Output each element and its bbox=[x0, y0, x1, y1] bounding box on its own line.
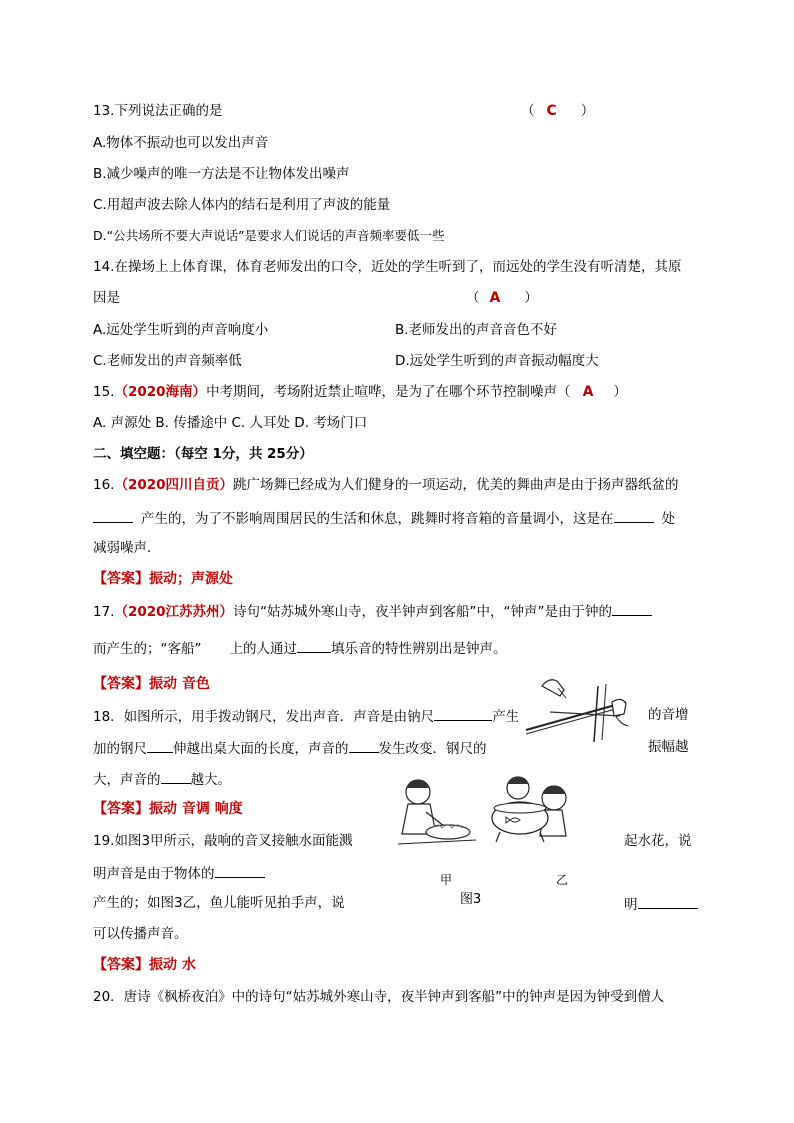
q14-answer-paren bbox=[466, 289, 538, 307]
q13-answer: C bbox=[546, 103, 557, 119]
q19-line4: 可以传播声音。 bbox=[93, 926, 188, 942]
tuning-fork-fish-figure bbox=[392, 766, 578, 862]
section-title: 二、填空题：（每空 1分，共 25分） bbox=[93, 446, 313, 462]
q18-line1-end: 的音增 bbox=[648, 707, 689, 723]
paren-open: （ bbox=[521, 103, 535, 119]
q17-num: 17. bbox=[93, 604, 115, 620]
q13-option-a: A.物体不振动也可以发出声音 bbox=[93, 135, 269, 151]
q17-source: （2020江苏苏州） bbox=[114, 604, 234, 620]
q14-option-a: A.远处学生听到的声音响度小 bbox=[93, 322, 269, 338]
q17-text: 诗句“姑苏城外寒山寺，夜半钟声到客船”中，“钟声”是由于钟的 bbox=[233, 604, 613, 620]
q17-answer: 【答案】振动 音色 bbox=[93, 676, 210, 692]
blank bbox=[93, 508, 133, 523]
paren-open: （ bbox=[466, 290, 480, 306]
q14-option-b: B.老师发出的声音音色不好 bbox=[395, 322, 558, 338]
q19-line3-b: 明 bbox=[624, 897, 638, 913]
q18-line3 bbox=[93, 769, 231, 789]
q18-line2 bbox=[93, 738, 487, 758]
q14-option-d: D.远处学生听到的声音振动幅度大 bbox=[395, 353, 599, 369]
q17-line2-c: 填乐音的特性辨别出是钟声。 bbox=[331, 641, 507, 657]
paren-close: ） bbox=[580, 103, 595, 119]
q15-num: 15. bbox=[93, 384, 115, 400]
q16-line2-text: 产生的，为了不影响周围居民的生活和休息，跳舞时将音箱的音量调小，这是在 bbox=[141, 511, 614, 527]
q19-line1: 19.如图3甲所示，敲响的音叉接触水面能溅 bbox=[93, 833, 353, 849]
blank bbox=[612, 601, 652, 616]
q18-line1-b: 产生 bbox=[492, 709, 520, 725]
q17-line2 bbox=[93, 638, 507, 658]
q17-line2-b: 上的人通过 bbox=[229, 641, 297, 657]
q16-line2 bbox=[93, 508, 675, 528]
q16-answer: 【答案】振动；声源处 bbox=[93, 571, 233, 587]
q19-answer: 【答案】振动 水 bbox=[93, 957, 196, 973]
q13-stem: 13.下列说法正确的是 bbox=[93, 103, 223, 119]
blank bbox=[614, 508, 654, 523]
q16-text: 跳广场舞已经成为人们健身的一项运动，优美的舞曲声是由于扬声器纸盆的 bbox=[233, 477, 679, 493]
blank bbox=[297, 638, 331, 653]
q16-line2-end: 处 bbox=[661, 511, 675, 527]
blank bbox=[161, 769, 191, 784]
q15-source: （2020海南） bbox=[114, 384, 207, 400]
q18-line2-a: 加的钢尺 bbox=[93, 741, 147, 757]
figure-caption: 图3 bbox=[460, 892, 482, 907]
q13-option-c: C.用超声波去除人体内的结石是利用了声波的能量 bbox=[93, 197, 391, 213]
q15-answer: A bbox=[582, 384, 594, 400]
q14-answer: A bbox=[489, 290, 501, 306]
q19-line2 bbox=[93, 863, 265, 883]
q15-text: 中考期间，考场附近禁止喧哗，是为了在哪个环节控制噪声（ bbox=[206, 384, 571, 400]
q20-line1: 20．唐诗《枫桥夜泊》中的诗句“姑苏城外寒山寺，夜半钟声到客船”中的钟声是因为钟受到僧人 bbox=[93, 989, 665, 1005]
q19-line3: 产生的；如图3乙，鱼儿能听见拍手声，说 bbox=[93, 895, 345, 911]
q19-line1-end: 起水花，说 bbox=[624, 833, 692, 849]
q18-line3-a: 大，声音的 bbox=[93, 772, 161, 788]
q16-num: 16. bbox=[93, 477, 115, 493]
q13-option-d: D.“公共场所不要大声说话”是要求人们说话的声音频率要低一些 bbox=[93, 228, 445, 243]
q18-line1-a: 18．如图所示，用手拨动钢尺，发出声音．声音是由钠尺 bbox=[93, 709, 435, 725]
blank bbox=[147, 738, 173, 753]
q18-line2-end: 振幅越 bbox=[648, 739, 689, 755]
q14-stem-line1: 14.在操场上上体育课，体育老师发出的口令，近处的学生听到了，而远处的学生没有听清楚，其原 bbox=[93, 259, 682, 275]
q18-answer: 【答案】振动 音调 响度 bbox=[93, 801, 243, 817]
q17-line2-a: 而产生的；“客船” bbox=[93, 641, 202, 657]
q19-line3-end bbox=[624, 894, 698, 914]
q13-option-b: B.减少噪声的唯一方法是不让物体发出噪声 bbox=[93, 166, 350, 182]
q15-stem bbox=[93, 383, 627, 401]
figure-label-jia: 甲 bbox=[440, 873, 453, 887]
q16-source: （2020四川自贡） bbox=[114, 477, 234, 493]
blank bbox=[434, 706, 492, 721]
q13-answer-paren bbox=[521, 102, 594, 120]
paren-close: ） bbox=[613, 384, 627, 400]
q14-option-c: C.老师发出的声音频率低 bbox=[93, 353, 242, 369]
q18-line2-b: 伸越出桌大面的长度，声音的 bbox=[173, 741, 349, 757]
q17-line1 bbox=[93, 601, 652, 621]
q18-line2-c: 发生改变．钢尺的 bbox=[378, 741, 487, 757]
ruler-figure bbox=[520, 672, 632, 744]
q19-line2-text: 明声音是由于物体的 bbox=[93, 866, 215, 882]
blank bbox=[215, 863, 265, 878]
q14-stem-line2: 因是 bbox=[93, 290, 120, 306]
blank bbox=[349, 738, 379, 753]
paren-close: ） bbox=[524, 290, 538, 306]
q18-line3-b: 越大。 bbox=[190, 772, 231, 788]
figure-label-yi: 乙 bbox=[556, 873, 569, 887]
q15-options: A. 声源处 B. 传播途中 C. 人耳处 D. 考场门口 bbox=[93, 415, 368, 431]
q18-line1 bbox=[93, 706, 519, 726]
q16-line1 bbox=[93, 476, 679, 494]
q16-line3: 减弱噪声． bbox=[93, 540, 161, 556]
blank bbox=[638, 894, 698, 909]
